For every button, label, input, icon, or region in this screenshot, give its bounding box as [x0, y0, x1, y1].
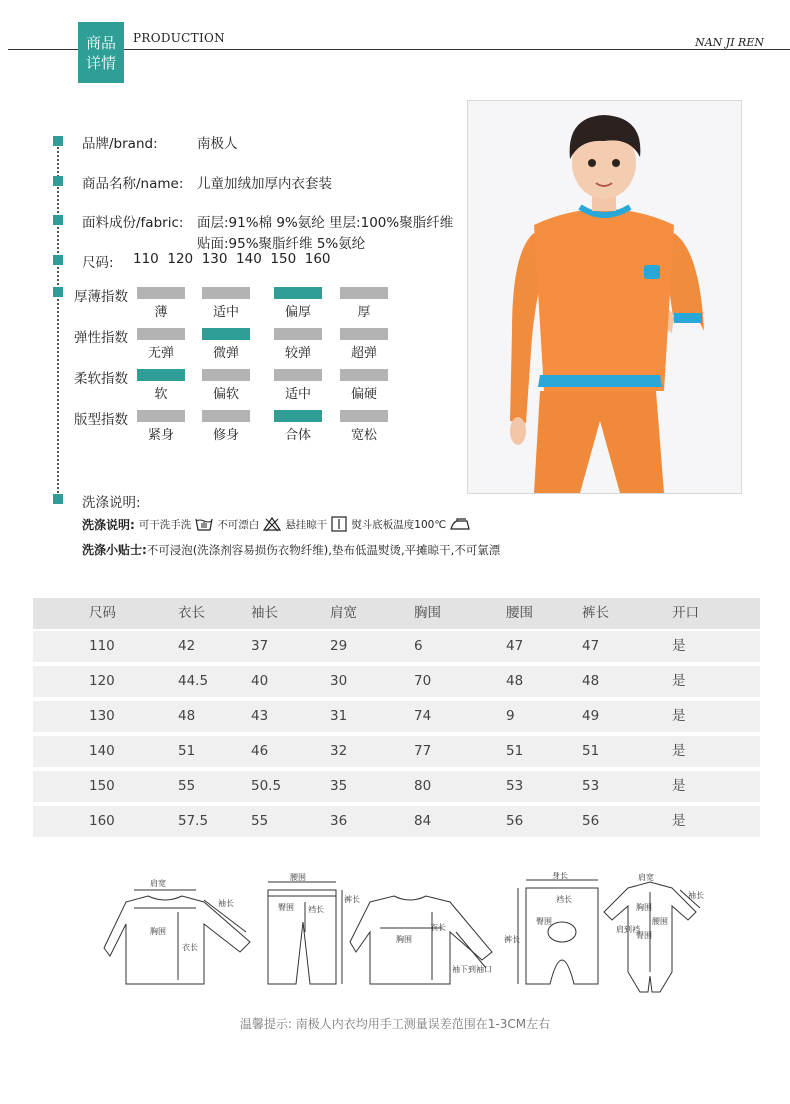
index-bar	[340, 328, 388, 340]
table-cell: 42	[178, 638, 196, 654]
table-cell: 36	[330, 813, 348, 829]
table-header-cell: 裤长	[582, 605, 609, 621]
tips-text: 不可浸泡(洗涤剂容易损伤衣物纤维),垫布低温熨烫,平摊晾干,不可氯漂	[146, 543, 501, 557]
table-cell: 150	[89, 778, 115, 794]
label-sleeve: 袖长	[218, 899, 234, 908]
table-row	[33, 666, 760, 697]
index-bar	[137, 410, 185, 422]
index-bar	[202, 410, 250, 422]
footer-note: 温馨提示: 南极人内衣均用手工测量误差范围在1-3CM左右	[239, 1017, 551, 1031]
table-header-cell: 开口	[672, 605, 699, 621]
index-bar-selected	[274, 287, 322, 299]
wash-instructions	[82, 515, 474, 533]
name-value: 儿童加绒加厚内衣套装	[197, 176, 332, 192]
index-option: 软	[154, 387, 168, 402]
label-hip: 臀围	[278, 903, 294, 912]
index-label: 弹性指数	[74, 330, 128, 346]
label-shoulder-2: 肩宽	[638, 873, 654, 882]
index-option: 厚	[357, 305, 371, 320]
table-header-cell: 胸围	[414, 605, 441, 621]
table-header-cell: 袖长	[251, 605, 278, 621]
label-body-length: 身长	[552, 872, 568, 880]
table-cell: 是	[672, 638, 686, 654]
table-cell: 37	[251, 638, 269, 654]
hand-wash-icon	[194, 516, 214, 532]
index-option: 薄	[154, 305, 168, 320]
label-length-2: 衣长	[430, 923, 446, 932]
label-chest-3: 胸围	[636, 903, 652, 912]
index-bar	[137, 287, 185, 299]
table-cell: 49	[582, 708, 600, 724]
table-row	[33, 701, 760, 732]
index-bar	[274, 328, 322, 340]
label-chest: 胸围	[150, 927, 166, 936]
product-photo	[467, 100, 742, 494]
index-bar	[137, 328, 185, 340]
bullet-icon	[53, 215, 63, 225]
name-label: 商品名称/name:	[82, 176, 184, 192]
bullet-icon	[53, 136, 63, 146]
table-row	[33, 631, 760, 662]
table-header-cell: 腰围	[506, 605, 533, 621]
table-header-cell: 肩宽	[330, 605, 357, 621]
iron-text: 熨斗底板温度100℃	[351, 518, 447, 531]
label-shoulder: 肩宽	[150, 879, 166, 888]
label-sleeve-cuff: 袖下到袖口	[452, 965, 492, 974]
table-cell: 51	[506, 743, 524, 759]
index-option: 较弹	[284, 346, 311, 361]
index-option: 偏硬	[350, 387, 377, 402]
hang-dry-icon	[330, 516, 348, 532]
table-header-row	[33, 598, 760, 629]
wash-title: 洗涤说明:	[82, 495, 141, 511]
brand-value: 南极人	[197, 136, 238, 152]
label-waist: 腰围	[290, 873, 306, 882]
table-cell: 44.5	[178, 673, 209, 689]
index-option: 适中	[284, 387, 311, 402]
index-bar	[340, 287, 388, 299]
index-bar	[274, 369, 322, 381]
no-bleach-text: 不可漂白	[217, 518, 260, 531]
table-cell: 是	[672, 778, 686, 794]
table-cell: 56	[582, 813, 600, 829]
table-cell: 是	[672, 673, 686, 689]
index-option: 无弹	[147, 346, 174, 361]
table-row	[33, 806, 760, 837]
table-cell: 40	[251, 673, 269, 689]
label-hip-2: 臀围	[536, 917, 552, 926]
iron-icon	[449, 516, 471, 532]
wash-tips	[82, 541, 500, 558]
label-pants-length: 裤长	[344, 895, 360, 904]
index-bar	[340, 369, 388, 381]
size-values: 110 120 130 140 150 160	[133, 251, 331, 267]
table-header-cell: 尺码	[89, 605, 116, 621]
index-option: 合体	[284, 428, 311, 443]
table-cell: 31	[330, 708, 348, 724]
table-cell: 130	[89, 708, 115, 724]
label-pants-length-2: 裤长	[504, 935, 520, 944]
table-header-cell: 衣长	[178, 605, 205, 621]
table-cell: 51	[178, 743, 196, 759]
table-cell: 120	[89, 673, 115, 689]
index-option: 超弹	[350, 346, 377, 361]
table-cell: 43	[251, 708, 269, 724]
index-bar	[202, 369, 250, 381]
table-cell: 48	[582, 673, 600, 689]
section-badge	[78, 22, 124, 83]
section-title: PRODUCTION	[133, 31, 225, 45]
table-cell: 160	[89, 813, 115, 829]
table-cell: 56	[506, 813, 524, 829]
brand-label: 品牌/brand:	[82, 136, 158, 152]
hang-dry-text: 悬挂晾干	[285, 518, 328, 531]
timeline-dots	[57, 140, 59, 500]
garment-sketches	[100, 872, 720, 997]
table-cell: 是	[672, 743, 686, 759]
badge-line-1: 商品	[85, 34, 116, 52]
table-cell: 80	[414, 778, 432, 794]
table-cell: 是	[672, 813, 686, 829]
table-cell: 48	[506, 673, 524, 689]
bullet-icon	[53, 176, 63, 186]
badge-line-2: 详情	[85, 54, 116, 72]
index-option: 紧身	[147, 428, 174, 443]
table-cell: 47	[506, 638, 524, 654]
bullet-icon	[53, 255, 63, 265]
table-cell: 53	[506, 778, 524, 794]
label-waist-2: 腰围	[652, 917, 668, 926]
label-inseam: 裆长	[308, 905, 324, 914]
wash-line-label: 洗涤说明:	[82, 517, 135, 532]
table-cell: 55	[178, 778, 196, 794]
table-cell: 51	[582, 743, 600, 759]
index-bar-selected	[137, 369, 185, 381]
bullet-icon	[53, 287, 63, 297]
index-option: 修身	[212, 428, 239, 443]
table-cell: 48	[178, 708, 196, 724]
index-bar	[340, 410, 388, 422]
table-cell: 55	[251, 813, 269, 829]
table-cell: 6	[414, 638, 423, 654]
fabric-line-1: 面层:91%棉 9%氨纶 里层:100%聚脂纤维	[197, 215, 454, 231]
table-cell: 47	[582, 638, 600, 654]
table-cell: 是	[672, 708, 686, 724]
table-cell: 53	[582, 778, 600, 794]
index-option: 偏软	[212, 387, 239, 402]
table-row	[33, 736, 760, 767]
child-thermal-set-illustration	[468, 101, 742, 494]
table-cell: 30	[330, 673, 348, 689]
table-cell: 140	[89, 743, 115, 759]
index-bar	[202, 287, 250, 299]
label-hip-3: 臀围	[636, 931, 652, 940]
table-cell: 46	[251, 743, 269, 759]
index-label: 厚薄指数	[74, 289, 128, 305]
hand-wash-text: 可干洗手洗	[138, 518, 192, 531]
index-option: 微弹	[212, 346, 239, 361]
bullet-icon	[53, 494, 63, 504]
table-cell: 50.5	[251, 778, 282, 794]
index-label: 柔软指数	[74, 371, 128, 387]
table-cell: 35	[330, 778, 348, 794]
index-option: 偏厚	[284, 305, 311, 320]
table-cell: 9	[506, 708, 515, 724]
tips-label: 洗涤小贴士:	[82, 543, 147, 557]
label-length: 衣长	[182, 943, 198, 952]
index-bar-selected	[274, 410, 322, 422]
table-cell: 84	[414, 813, 432, 829]
table-cell: 32	[330, 743, 348, 759]
size-label: 尺码:	[82, 255, 114, 271]
table-row	[33, 771, 760, 802]
label-crotch: 肩到裆	[616, 925, 640, 934]
label-sleeve-2: 袖长	[688, 891, 704, 900]
table-cell: 74	[414, 708, 432, 724]
table-cell: 57.5	[178, 813, 209, 829]
fabric-line-2: 贴面:95%聚脂纤维 5%氨纶	[197, 236, 366, 252]
no-bleach-icon	[262, 516, 282, 532]
index-bar-selected	[202, 328, 250, 340]
index-label: 版型指数	[74, 412, 128, 428]
table-cell: 70	[414, 673, 432, 689]
measurement-diagram	[100, 872, 720, 997]
table-cell: 77	[414, 743, 432, 759]
label-inseam-2: 裆长	[556, 895, 572, 904]
brand-mark: NAN JI REN	[695, 36, 764, 49]
table-cell: 110	[89, 638, 115, 654]
index-option: 适中	[212, 305, 239, 320]
fabric-label: 面料成份/fabric:	[82, 215, 184, 231]
header-rule	[8, 49, 790, 50]
label-chest-2: 胸围	[396, 935, 412, 944]
table-cell: 29	[330, 638, 348, 654]
index-option: 宽松	[350, 428, 377, 443]
